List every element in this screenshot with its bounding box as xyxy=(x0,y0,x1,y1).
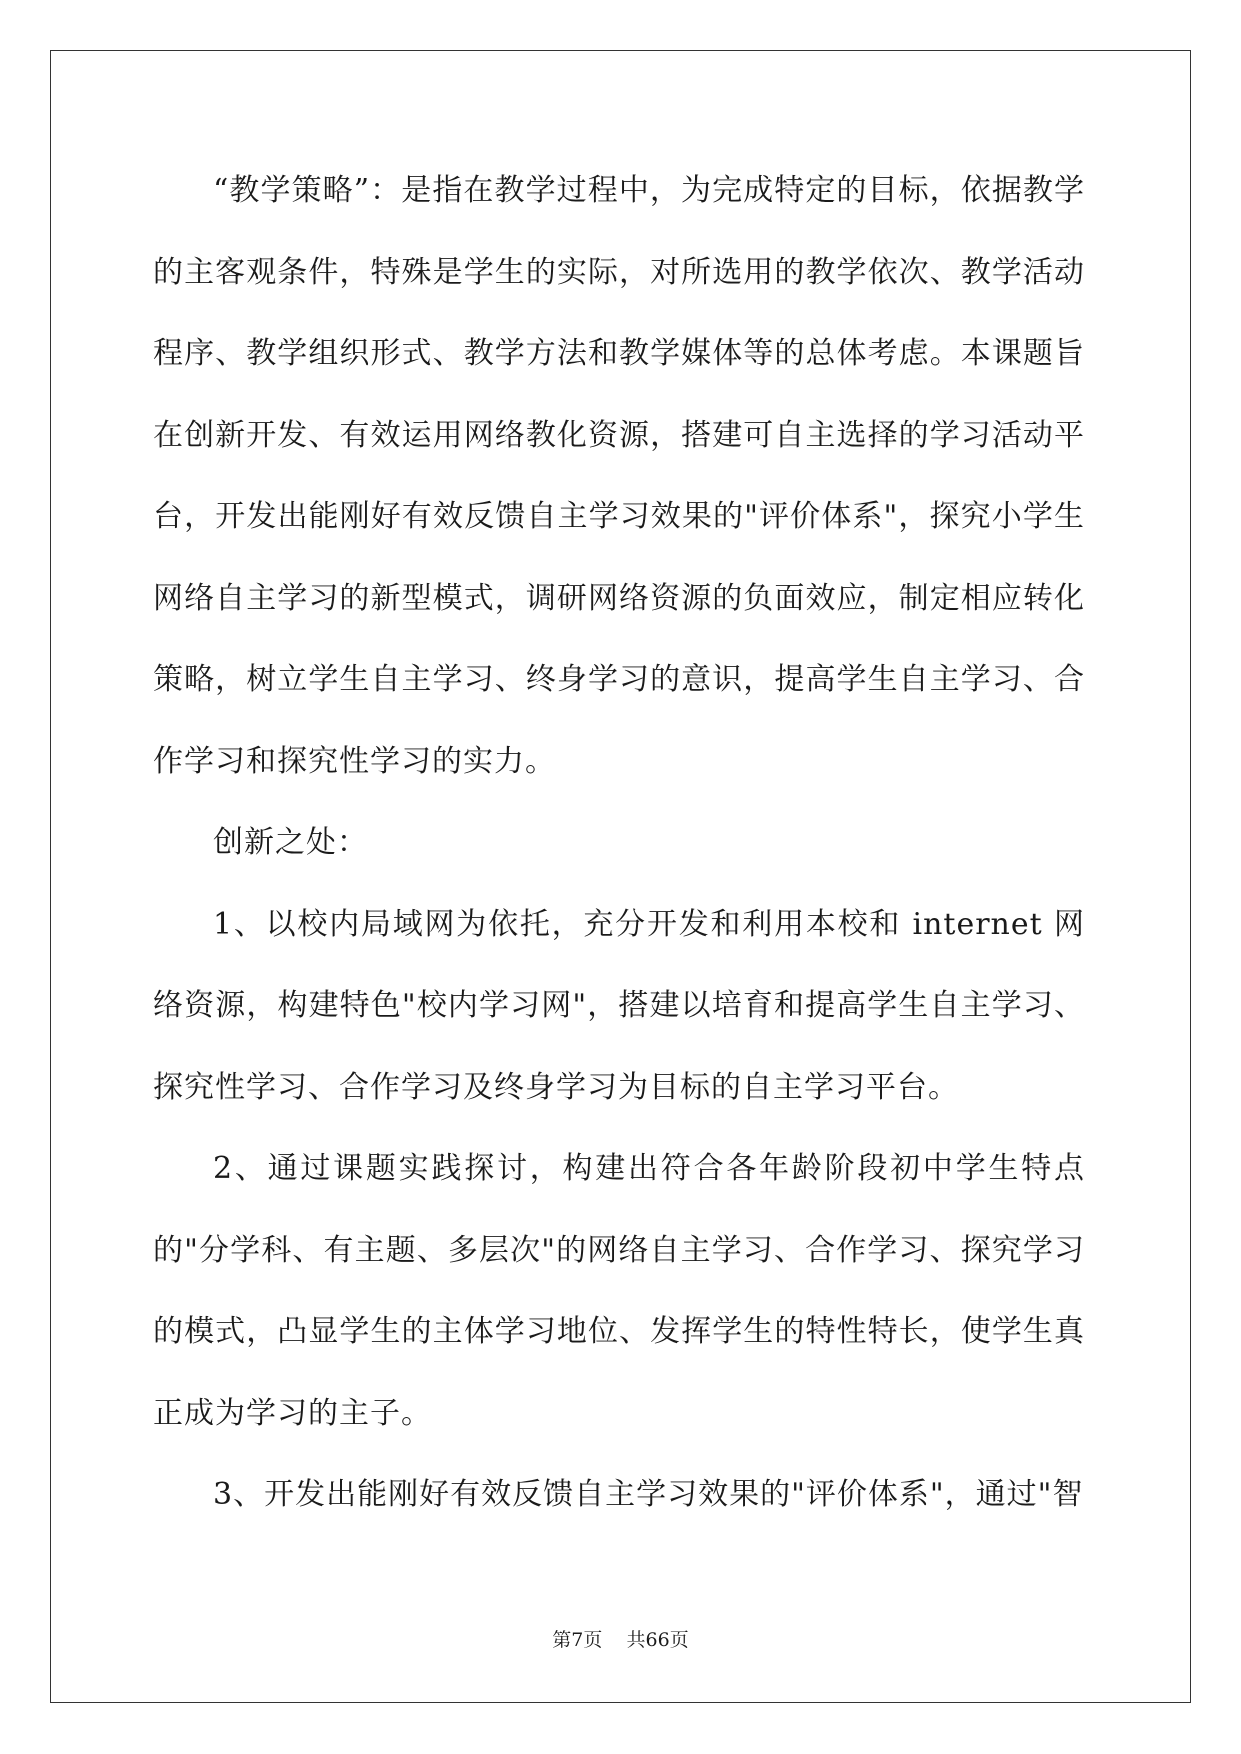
paragraph-innovation-3: 3、开发出能刚好有效反馈自主学习效果的"评价体系"，通过"智 xyxy=(213,1477,1084,1512)
paragraph-innovation-2: 2、通过课题实践探讨，构建出符合各年龄阶段初中学生特点的"分学科、有主题、多层次"的网络自主学习、合作学习、探究学习的模式，凸显学生的主体学习地位、发挥学生的特性特长，使学生真正成为学习的主子。 xyxy=(153,1151,1085,1431)
document-body xyxy=(153,150,1085,1536)
paragraph-teaching-strategy: “教学策略”：是指在教学过程中，为完成特定的目标，依据教学的主客观条件，特殊是学生的实际，对所选用的教学依次、教学活动程序、教学组织形式、教学方法和教学媒体等的总体考虑。本课题旨在创新开发、有效运用网络教化资源，搭建可自主选择的学习活动平台，开发出能刚好有效反馈自主学习效果的"评价体系"，探究小学生网络自主学习的新型模式，调研网络资源的负面效应，制定相应转化策略，树立学生自主学习、终身学习的意识，提高学生自主学习、合作学习和探究性学习的实力。 xyxy=(153,173,1085,779)
page-total: 共66页 xyxy=(626,1629,689,1651)
footer-separator xyxy=(602,1629,626,1651)
page-number: 第7页 xyxy=(552,1629,603,1651)
paragraph-innovation-heading: 创新之处： xyxy=(213,825,368,860)
paragraph-innovation-1: 1、以校内局域网为依托，充分开发和利用本校和 internet 网络资源，构建特色"校内学习网"，搭建以培育和提高学生自主学习、探究性学习、合作学习及终身学习为目标的自主学习平台。 xyxy=(153,906,1085,1105)
page-footer xyxy=(0,1625,1241,1652)
